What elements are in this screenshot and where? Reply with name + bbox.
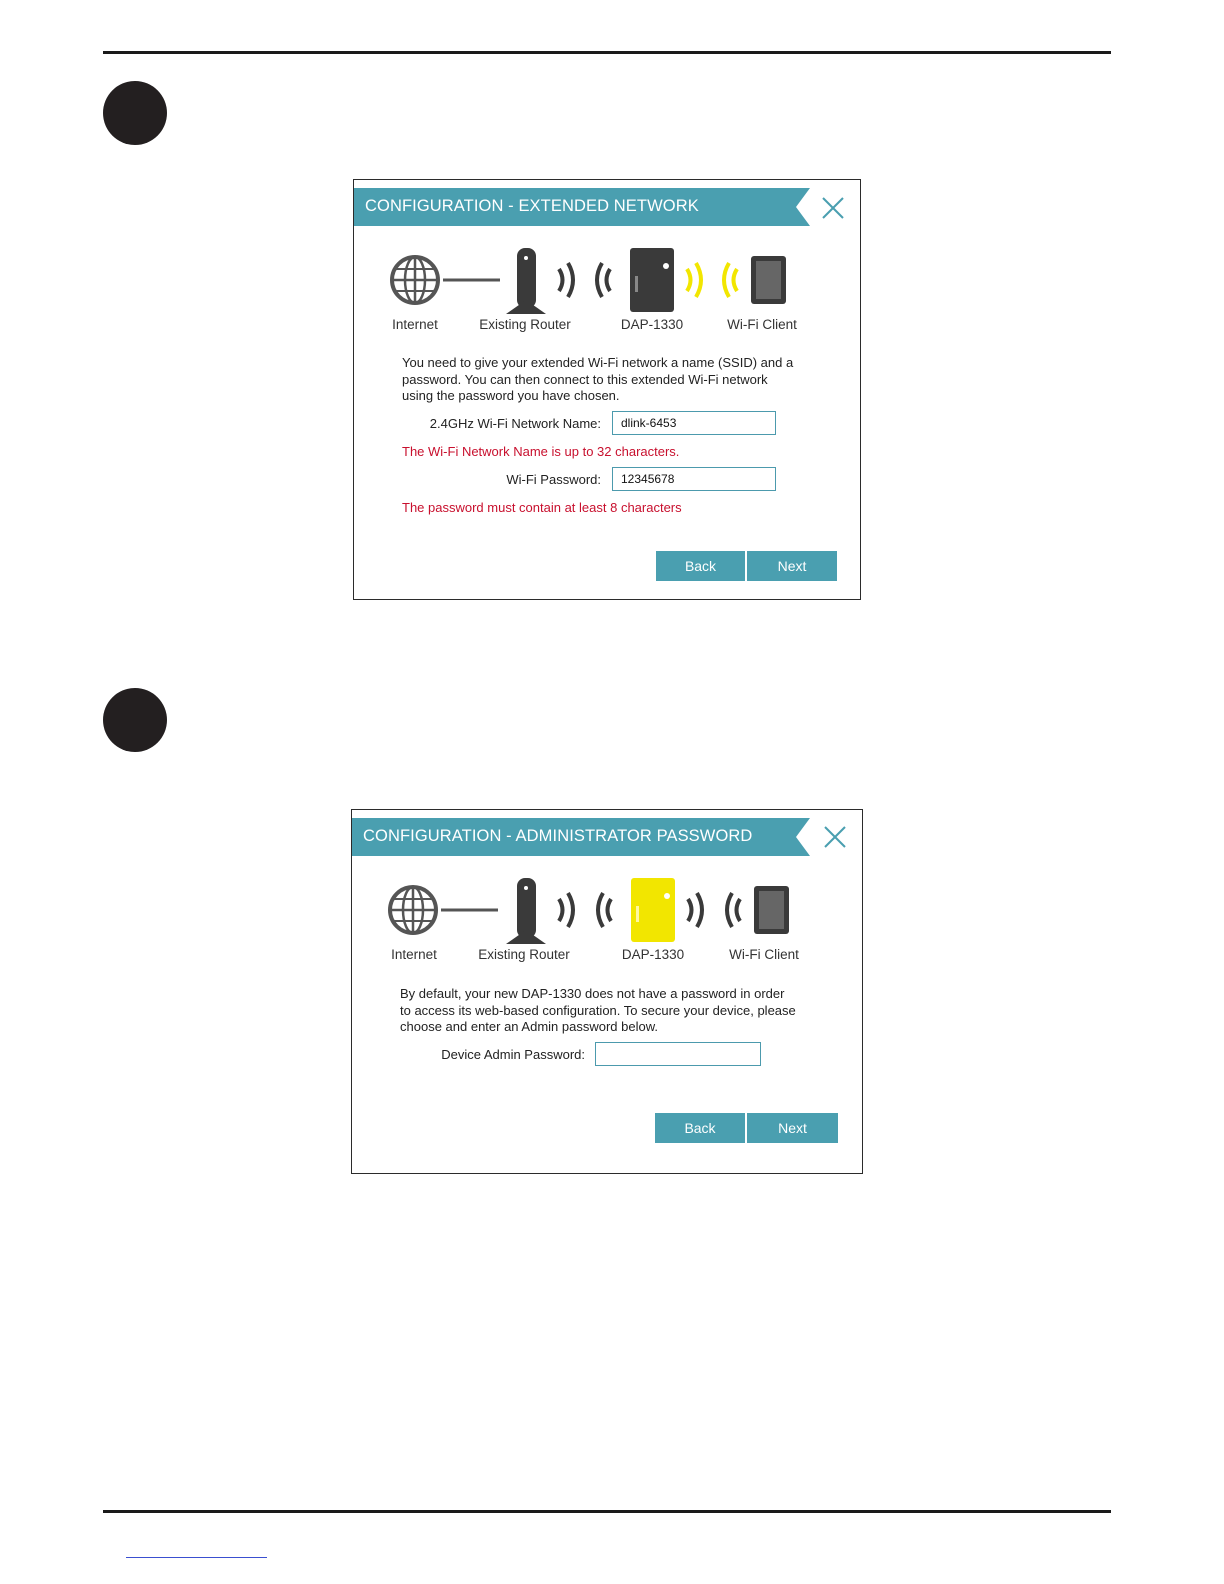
client-signal-icon bbox=[727, 893, 740, 927]
description-line: choose and enter an Admin password below. bbox=[400, 1019, 659, 1034]
description-line: to access its web-based configuration. To secure your device, please bbox=[400, 1002, 796, 1018]
network-diagram bbox=[354, 242, 860, 362]
tablet-icon bbox=[751, 256, 786, 304]
network-name-label: 2.4GHz Wi-Fi Network Name: bbox=[429, 416, 601, 431]
wifi-password-input[interactable] bbox=[612, 467, 776, 491]
admin-password-input[interactable] bbox=[595, 1042, 761, 1066]
panel-title: CONFIGURATION - ADMINISTRATOR PASSWORD bbox=[363, 827, 753, 845]
network-name-hint: The Wi-Fi Network Name is up to 32 characters. bbox=[402, 444, 680, 459]
label-extender: DAP-1330 bbox=[621, 947, 685, 962]
top-rule bbox=[103, 51, 1111, 54]
network-name-input[interactable] bbox=[612, 411, 776, 435]
close-icon[interactable] bbox=[823, 825, 847, 849]
label-existing-router: Existing Router bbox=[479, 317, 571, 332]
extender-signal-out-icon bbox=[688, 893, 702, 927]
client-signal-icon bbox=[724, 263, 737, 297]
next-button[interactable]: Next bbox=[747, 551, 837, 581]
back-button[interactable]: Back bbox=[656, 551, 745, 581]
extended-network-panel bbox=[353, 179, 861, 600]
description-line: password. You can then connect to this extended Wi-Fi network bbox=[402, 371, 768, 387]
footer-link-underline[interactable] bbox=[126, 1557, 267, 1558]
close-icon[interactable] bbox=[821, 196, 845, 220]
wifi-password-hint: The password must contain at least 8 characters bbox=[402, 500, 682, 515]
admin-password-label: Device Admin Password: bbox=[441, 1047, 585, 1062]
extender-icon bbox=[630, 248, 674, 312]
panel-header bbox=[354, 188, 810, 226]
router-icon bbox=[506, 878, 546, 944]
label-existing-router: Existing Router bbox=[478, 947, 570, 962]
step-marker-2 bbox=[103, 688, 167, 752]
label-internet: Internet bbox=[391, 947, 437, 962]
extender-icon bbox=[631, 878, 675, 942]
admin-password-panel bbox=[351, 809, 863, 1174]
wifi-password-label: Wi-Fi Password: bbox=[506, 472, 601, 487]
bottom-rule bbox=[103, 1510, 1111, 1513]
extender-signal-out-icon bbox=[687, 263, 701, 297]
router-signal-icon bbox=[559, 893, 573, 927]
globe-icon bbox=[390, 887, 436, 933]
router-signal-icon bbox=[559, 263, 573, 297]
description bbox=[402, 355, 793, 405]
label-extender: DAP-1330 bbox=[620, 317, 684, 332]
back-button[interactable]: Back bbox=[655, 1113, 745, 1143]
extender-signal-in-icon bbox=[598, 893, 611, 927]
router-icon bbox=[506, 248, 546, 314]
panel-title: CONFIGURATION - EXTENDED NETWORK bbox=[365, 197, 699, 215]
description-line: using the password you have chosen. bbox=[402, 388, 620, 403]
label-wifi-client: Wi-Fi Client bbox=[727, 317, 797, 332]
description bbox=[400, 986, 796, 1036]
description-line: By default, your new DAP-1330 does not have a password in order bbox=[400, 986, 785, 1001]
network-diagram bbox=[352, 872, 862, 992]
step-marker-1 bbox=[103, 81, 167, 145]
label-internet: Internet bbox=[392, 317, 438, 332]
label-wifi-client: Wi-Fi Client bbox=[729, 947, 799, 962]
description-line: You need to give your extended Wi-Fi network a name (SSID) and a bbox=[402, 355, 794, 370]
next-button[interactable]: Next bbox=[747, 1113, 838, 1143]
tablet-icon bbox=[754, 886, 789, 934]
extender-signal-in-icon bbox=[597, 263, 610, 297]
panel-header bbox=[352, 818, 810, 856]
globe-icon bbox=[392, 257, 438, 303]
